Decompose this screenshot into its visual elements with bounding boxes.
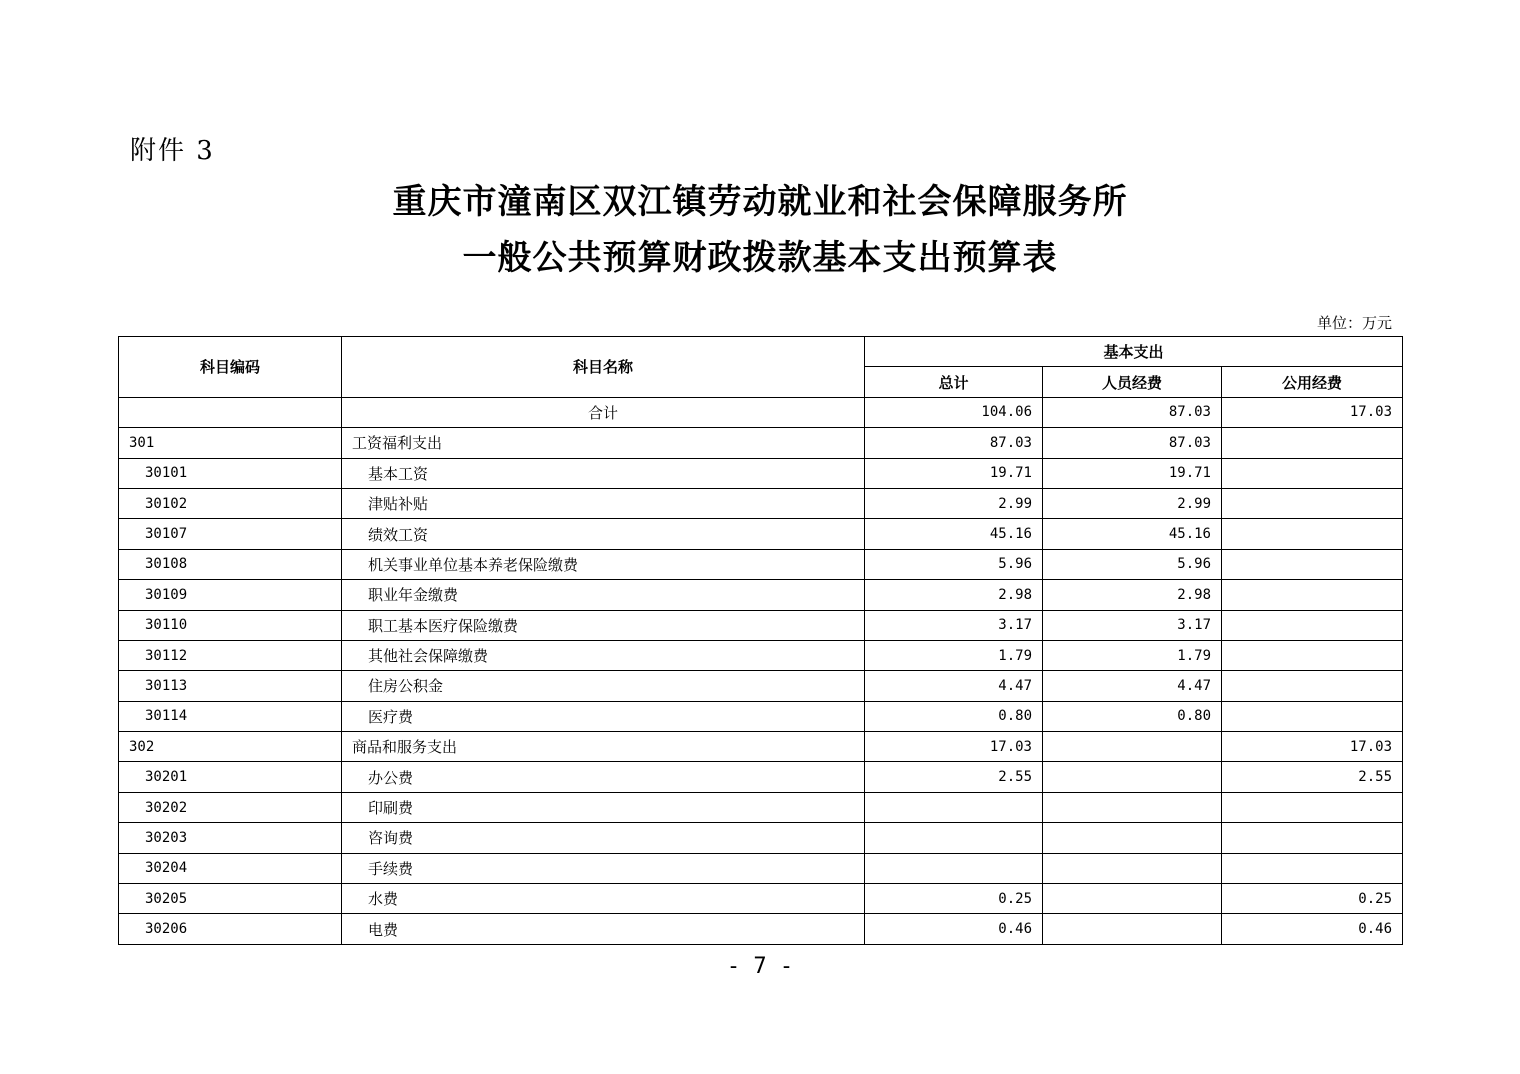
cell-public [1222, 823, 1403, 853]
cell-public: 0.46 [1222, 914, 1403, 944]
cell-code: 30202 [119, 792, 342, 822]
cell-personnel: 2.99 [1043, 488, 1222, 518]
cell-total [865, 853, 1043, 883]
table-row [119, 853, 1403, 883]
cell-public: 0.25 [1222, 884, 1403, 914]
cell-code: 302 [119, 732, 342, 762]
cell-name: 机关事业单位基本养老保险缴费 [342, 549, 865, 579]
table-row [119, 671, 1403, 701]
cell-name: 津贴补贴 [342, 488, 865, 518]
budget-table [118, 336, 1403, 945]
cell-code: 30109 [119, 580, 342, 610]
document-title-line1: 重庆市潼南区双江镇劳动就业和社会保障服务所 [392, 182, 1128, 222]
cell-code: 30108 [119, 549, 342, 579]
cell-personnel: 3.17 [1043, 610, 1222, 640]
header-total: 总计 [865, 367, 1043, 397]
cell-public [1222, 792, 1403, 822]
cell-name: 医疗费 [342, 701, 865, 731]
cell-name: 商品和服务支出 [342, 732, 865, 762]
table-row [119, 732, 1403, 762]
cell-code: 30107 [119, 519, 342, 549]
cell-total: 104.06 [865, 397, 1043, 427]
cell-personnel: 87.03 [1043, 428, 1222, 458]
table-row [119, 701, 1403, 731]
cell-total: 0.25 [865, 884, 1043, 914]
cell-personnel [1043, 884, 1222, 914]
table-row [119, 640, 1403, 670]
cell-total: 19.71 [865, 458, 1043, 488]
table-row [119, 580, 1403, 610]
cell-total: 0.46 [865, 914, 1043, 944]
header-public: 公用经费 [1222, 367, 1403, 397]
cell-personnel: 1.79 [1043, 640, 1222, 670]
table-row [119, 610, 1403, 640]
cell-public: 17.03 [1222, 732, 1403, 762]
table-row [119, 458, 1403, 488]
table-row [119, 792, 1403, 822]
cell-name: 咨询费 [342, 823, 865, 853]
cell-public [1222, 458, 1403, 488]
cell-public [1222, 671, 1403, 701]
cell-name: 办公费 [342, 762, 865, 792]
table-row [119, 823, 1403, 853]
unit-label: 单位：万元 [1316, 314, 1392, 332]
cell-personnel [1043, 762, 1222, 792]
cell-name: 基本工资 [342, 458, 865, 488]
page-number: - 7 - [726, 954, 794, 979]
cell-public: 17.03 [1222, 397, 1403, 427]
cell-total: 4.47 [865, 671, 1043, 701]
cell-public [1222, 701, 1403, 731]
attachment-label: 附件 3 [130, 136, 215, 166]
cell-personnel: 2.98 [1043, 580, 1222, 610]
cell-public [1222, 853, 1403, 883]
cell-code: 30112 [119, 640, 342, 670]
table-row [119, 549, 1403, 579]
table-row [119, 519, 1403, 549]
cell-total [865, 823, 1043, 853]
cell-name: 水费 [342, 884, 865, 914]
cell-personnel [1043, 823, 1222, 853]
cell-total: 87.03 [865, 428, 1043, 458]
cell-total: 5.96 [865, 549, 1043, 579]
cell-code: 30205 [119, 884, 342, 914]
header-name: 科目名称 [342, 337, 865, 398]
table-row [119, 914, 1403, 944]
cell-name: 住房公积金 [342, 671, 865, 701]
cell-personnel [1043, 853, 1222, 883]
cell-public [1222, 580, 1403, 610]
cell-name: 工资福利支出 [342, 428, 865, 458]
cell-code [119, 397, 342, 427]
cell-total: 2.98 [865, 580, 1043, 610]
cell-code: 30110 [119, 610, 342, 640]
cell-name: 电费 [342, 914, 865, 944]
cell-personnel: 45.16 [1043, 519, 1222, 549]
cell-name: 绩效工资 [342, 519, 865, 549]
header-basic-expenditure: 基本支出 [865, 337, 1403, 367]
cell-public: 2.55 [1222, 762, 1403, 792]
table-row [119, 762, 1403, 792]
cell-public [1222, 428, 1403, 458]
cell-personnel: 19.71 [1043, 458, 1222, 488]
cell-name: 其他社会保障缴费 [342, 640, 865, 670]
cell-code: 30114 [119, 701, 342, 731]
cell-name: 合计 [342, 397, 865, 427]
cell-personnel: 4.47 [1043, 671, 1222, 701]
cell-total: 45.16 [865, 519, 1043, 549]
header-personnel: 人员经费 [1043, 367, 1222, 397]
cell-code: 30102 [119, 488, 342, 518]
cell-public [1222, 549, 1403, 579]
cell-public [1222, 488, 1403, 518]
table-row [119, 397, 1403, 427]
cell-public [1222, 640, 1403, 670]
cell-total: 0.80 [865, 701, 1043, 731]
document-title-line2: 一般公共预算财政拨款基本支出预算表 [462, 238, 1058, 278]
cell-name: 印刷费 [342, 792, 865, 822]
cell-code: 30201 [119, 762, 342, 792]
cell-total [865, 792, 1043, 822]
cell-total: 17.03 [865, 732, 1043, 762]
cell-personnel [1043, 914, 1222, 944]
cell-personnel: 5.96 [1043, 549, 1222, 579]
table-row [119, 428, 1403, 458]
cell-personnel: 0.80 [1043, 701, 1222, 731]
cell-name: 职工基本医疗保险缴费 [342, 610, 865, 640]
cell-code: 30206 [119, 914, 342, 944]
cell-name: 手续费 [342, 853, 865, 883]
cell-personnel [1043, 792, 1222, 822]
table-row [119, 488, 1403, 518]
cell-code: 30204 [119, 853, 342, 883]
cell-total: 1.79 [865, 640, 1043, 670]
cell-code: 301 [119, 428, 342, 458]
cell-code: 30101 [119, 458, 342, 488]
cell-personnel: 87.03 [1043, 397, 1222, 427]
cell-code: 30203 [119, 823, 342, 853]
cell-personnel [1043, 732, 1222, 762]
header-code: 科目编码 [119, 337, 342, 398]
table-row [119, 884, 1403, 914]
cell-public [1222, 610, 1403, 640]
cell-total: 3.17 [865, 610, 1043, 640]
cell-total: 2.99 [865, 488, 1043, 518]
cell-public [1222, 519, 1403, 549]
cell-total: 2.55 [865, 762, 1043, 792]
cell-name: 职业年金缴费 [342, 580, 865, 610]
cell-code: 30113 [119, 671, 342, 701]
